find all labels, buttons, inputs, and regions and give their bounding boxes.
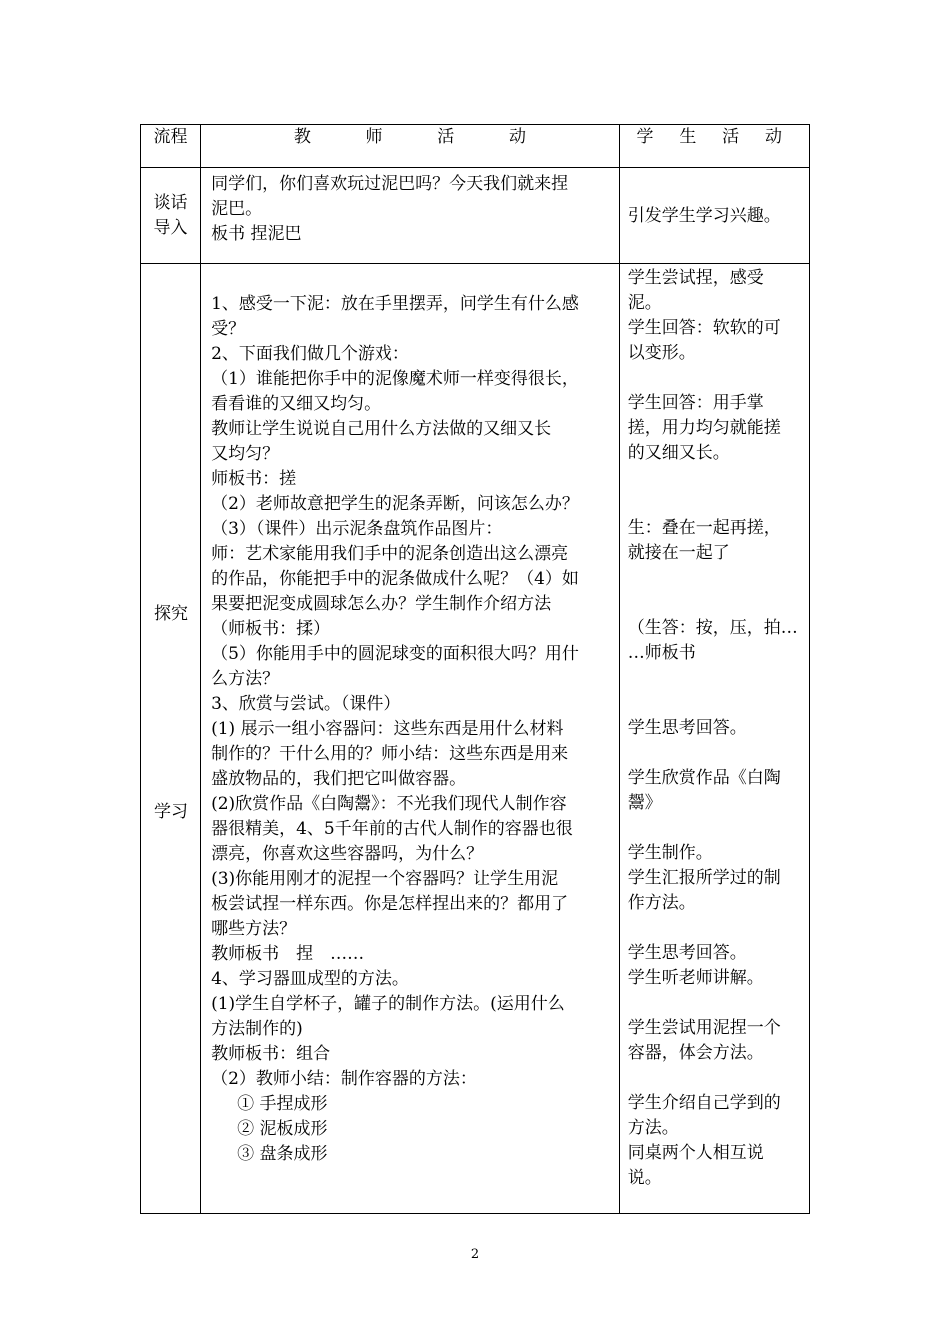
explore-teacher-activity: 1、感受一下泥：放在手里摆弄，问学生有什么感 受？ 2、下面我们做几个游戏： （1）谁能把你手中的泥像魔术师一样变得很长， 看看谁的又细又均匀。 教师让学生说说自己用什么方法做的又细又长 又均匀？ 师板书：搓 （2）老师故意把学生的泥条弄断，问该怎么办？ （3）（课件）出示泥条盘筑作品图片： 师：艺术家能用我们手中的泥条创造出这么漂亮 的作品，你能把手中的泥条做成什么呢？（4）如 果要把泥变成圆球怎么办？学生制作介绍方法 （师板书：揉） （5）你能用手中的圆泥球变的面积很大吗？用什 么方法？ 3、欣赏与尝试。（课件） (1) 展示一组小容器问：这些东西是用什么材料 制作的？干什么用的？师小结：这些东西是用来 盛放物品的，我们把它叫做容器。 (2)欣赏作品《白陶鬶》：不光我们现代人制作容 器很精美，4、5千年前的古代人制作的容器也很 漂亮，你喜欢这些容器吗，为什么？ (3)你能用刚才的泥捏一个容器吗？让学生用泥 板尝试捏一样东西。你是怎样捏出来的？都用了 哪些方法？ 教师板书 捏 …… 4、学习器皿成型的方法。 (1)学生自学杯子，罐子的制作方法。(运用什么 方法制作的) 教师板书：组合 （2）教师小结：制作容器的方法： ① 手捏成形 ② 泥板成形 ③ 盘条成形 — [201, 264, 620, 1214]
lesson-plan-table — [140, 124, 810, 1214]
flow-label-explore: 探究 — [154, 604, 188, 624]
header-student-activity: 学 生 活 动 — [619, 125, 809, 168]
header-flow: 流程 — [141, 125, 201, 168]
intro-teacher-activity: 同学们，你们喜欢玩过泥巴吗？今天我们就来捏 泥巴。 板书 捏泥巴 — [201, 168, 620, 264]
page-number: 2 — [470, 1247, 480, 1262]
explore-flow-label — [141, 264, 201, 1214]
intro-row — [141, 168, 810, 264]
intro-flow-label: 谈话 导入 — [141, 168, 201, 264]
flow-label-learn: 学习 — [154, 802, 188, 822]
header-row — [141, 125, 810, 168]
header-teacher-activity: 教 师 活 动 — [201, 125, 620, 168]
explore-row — [141, 264, 810, 1214]
explore-student-activity: 学生尝试捏，感受 泥。 学生回答：软软的可 以变形。 学生回答：用手掌 搓，用力均匀就能搓 的又细又长。 生：叠在一起再搓， 就接在一起了 （生答：按，压，拍… …师板书 学生思考回答。 学生欣赏作品《白陶 鬶》 学生制作。 学生汇报所学过的制 作方法。 学生思考回答。 学生听老师讲解。 学生尝试用泥捏一个 容器，体会方法。 学生介绍自己学到的 方法。 同桌两个人相互说 说。 — [619, 264, 809, 1214]
intro-student-activity: 引发学生学习兴趣。 — [619, 168, 809, 264]
